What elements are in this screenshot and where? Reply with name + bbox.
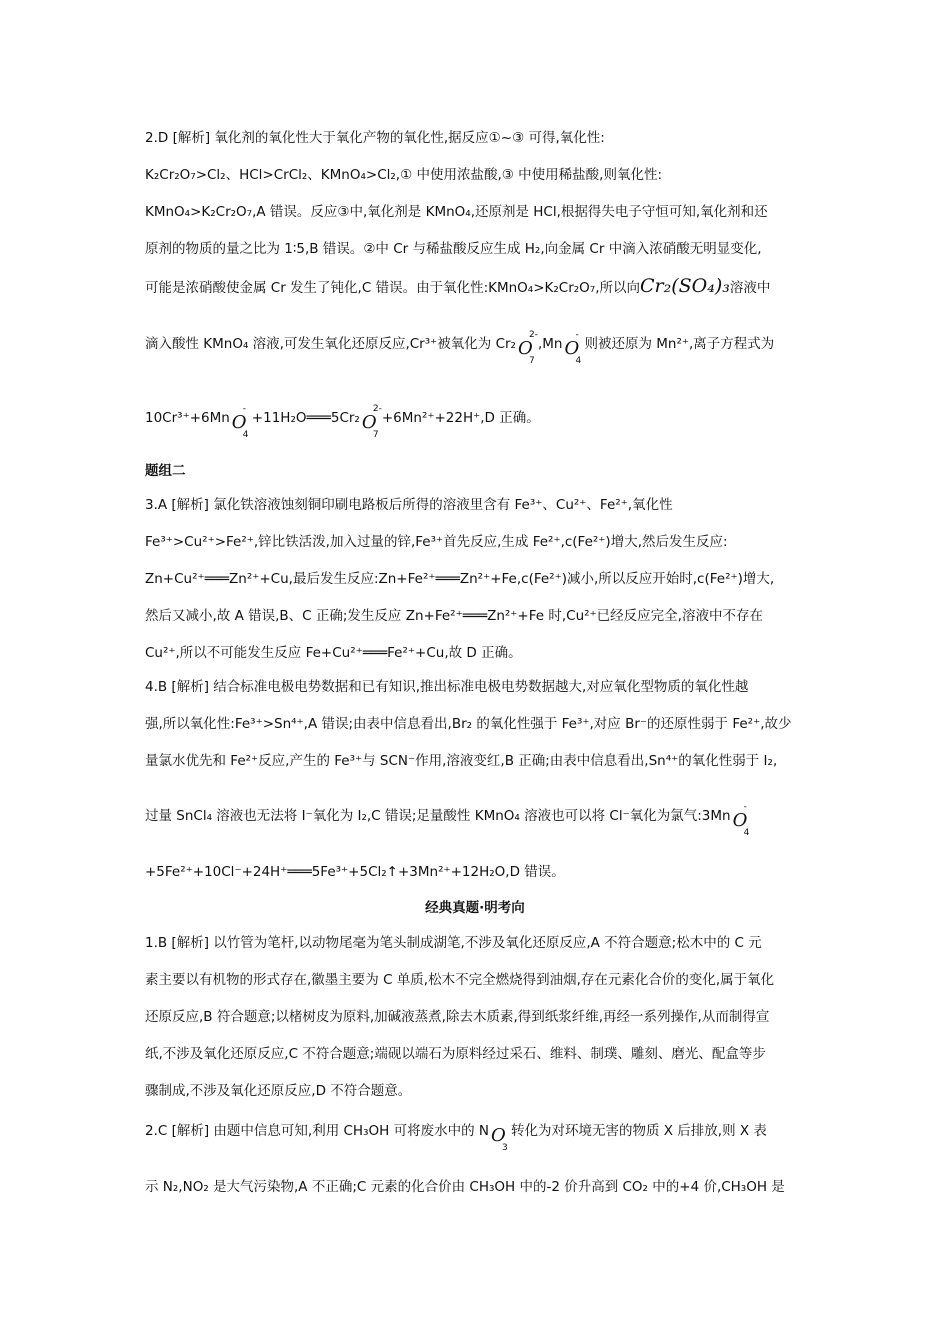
section-heading: 经典真题·明考向 [425,900,525,916]
equation-line: 10Cr³⁺+6Mn - O 4 +11H₂O═══5Cr₂ 2- O 7 +6Mn²⁺+22H⁺,D 正确。 [145,404,540,440]
text-line: 纸,不涉及氧化还原反应,C 不符合题意;端砚以端石为原料经过采石、维料、制璞、雕刻、磨光、配盒等步 [145,1046,766,1062]
text-line: 还原反应,B 符合题意;以楮树皮为原料,加碱液蒸煮,除去木质素,得到纸浆纤维,再经一系列操作,从而制得宣 [145,1009,770,1025]
dichromate-ion: 2- O 7 [361,404,382,440]
text-line: 滴入酸性 KMnO₄ 溶液,可发生氧化还原反应,Cr³⁺被氧化为 Cr₂ 2- O 7 ,Mn - O 4 则被还原为 Mn²⁺,离子方程式为 [145,330,775,366]
text-line: 量氯水优先和 Fe²⁺反应,产生的 Fe³⁺与 SCN⁻作用,溶液变红,B 正确;由表中信息看出,Sn⁴⁺的氧化性弱于 I₂, [145,753,778,769]
text-line: 2.D [解析] 氧化剂的氧化性大于氧化产物的氧化性,据反应①~③ 可得,氧化性: [145,130,605,146]
text-line: KMnO₄>K₂Cr₂O₇,A 错误。反应③中,氧化剂是 KMnO₄,还原剂是 HCl,根据得失电子守恒可知,氧化剂和还 [145,204,768,220]
text-line: 示 N₂,NO₂ 是大气污染物,A 不正确;C 元素的化合价由 CH₃OH 中的-2 价升高到 CO₂ 中的+4 价,CH₃OH 是 [145,1179,785,1195]
text-line: 可能是浓硝酸使金属 Cr 发生了钝化,C 错误。由于氧化性:KMnO₄>K₂Cr₂O₇,所以向Cr₂(SO₄)₃溶液中 [145,275,771,297]
equation-line: +5Fe²⁺+10Cl⁻+24H⁺═══5Fe³⁺+5Cl₂↑+3Mn²⁺+12H₂O,D 错误。 [145,864,565,880]
text-line: 2.C [解析] 由题中信息可知,利用 CH₃OH 可将废水中的 N O 3 转化为对环境无害的物质 X 后排放,则 X 表 [145,1117,805,1140]
text-line: 4.B [解析] 结合标准电极电势数据和已有知识,推出标准电极电势数据越大,对应氧化型物质的氧化性越 [145,679,749,695]
text-line: 过量 SnCl₄ 溶液也无法将 I⁻氧化为 I₂,C 错误;足量酸性 KMnO₄ 溶液也可以将 Cl⁻氧化为氯气:3Mn - O 4 [145,802,805,825]
text-line: 然后又减小,故 A 错误,B、C 正确;发生反应 Zn+Fe²⁺═══Zn²⁺+Fe 时,Cu²⁺已经反应完全,溶液中不存在 [145,608,763,624]
dichromate-ion: 2- O 7 [517,330,538,366]
text-line: 1.B [解析] 以竹管为笔杆,以动物尾毫为笔头制成湖笔,不涉及氧化还原反应,A 不符合题意;松木中的 C 元 [145,935,762,951]
text-line: Zn+Cu²⁺═══Zn²⁺+Cu,最后发生反应:Zn+Fe²⁺═══Zn²⁺+Fe,c(Fe²⁺)减小,所以反应开始时,c(Fe²⁺)增大, [145,571,775,587]
text-line: 原剂的物质的量之比为 1∶5,B 错误。②中 Cr 与稀盐酸反应生成 H₂,向金属 Cr 中滴入浓硝酸无明显变化, [145,241,762,257]
nitrate-ion: O 3 [490,1125,508,1153]
permanganate-ion: - O 4 [732,802,750,838]
text-line: Fe³⁺>Cu²⁺>Fe²⁺,锌比铁活泼,加入过量的锌,Fe³⁺首先反应,生成 Fe²⁺,c(Fe²⁺)增大,然后发生反应: [145,534,728,550]
chemical-formula: Cr₂(SO₄)₃ [640,275,730,297]
text-line: K₂Cr₂O₇>Cl₂、HCl>CrCl₂、KMnO₄>Cl₂,① 中使用浓盐酸,③ 中使用稀盐酸,则氧化性: [145,167,663,183]
text-line: 3.A [解析] 氯化铁溶液蚀刻铜印刷电路板后所得的溶液里含有 Fe³⁺、Cu²⁺、Fe²⁺,氧化性 [145,497,673,513]
text-line: 骤制成,不涉及氧化还原反应,D 不符合题意。 [145,1083,412,1099]
section-heading: 题组二 [145,463,186,479]
text-line: 素主要以有机物的形式存在,徽墨主要为 C 单质,松木不完全燃烧得到油烟,存在元素化合价的变化,属于氧化 [145,972,775,988]
permanganate-ion: - O 4 [231,404,249,440]
text-line: 强,所以氧化性:Fe³⁺>Sn⁴⁺,A 错误;由表中信息看出,Br₂ 的氧化性强于 Fe³⁺,对应 Br⁻的还原性弱于 Fe²⁺,故少 [145,716,792,732]
permanganate-ion: - O 4 [564,330,582,366]
text-line: Cu²⁺,所以不可能发生反应 Fe+Cu²⁺═══Fe²⁺+Cu,故 D 正确。 [145,645,522,661]
